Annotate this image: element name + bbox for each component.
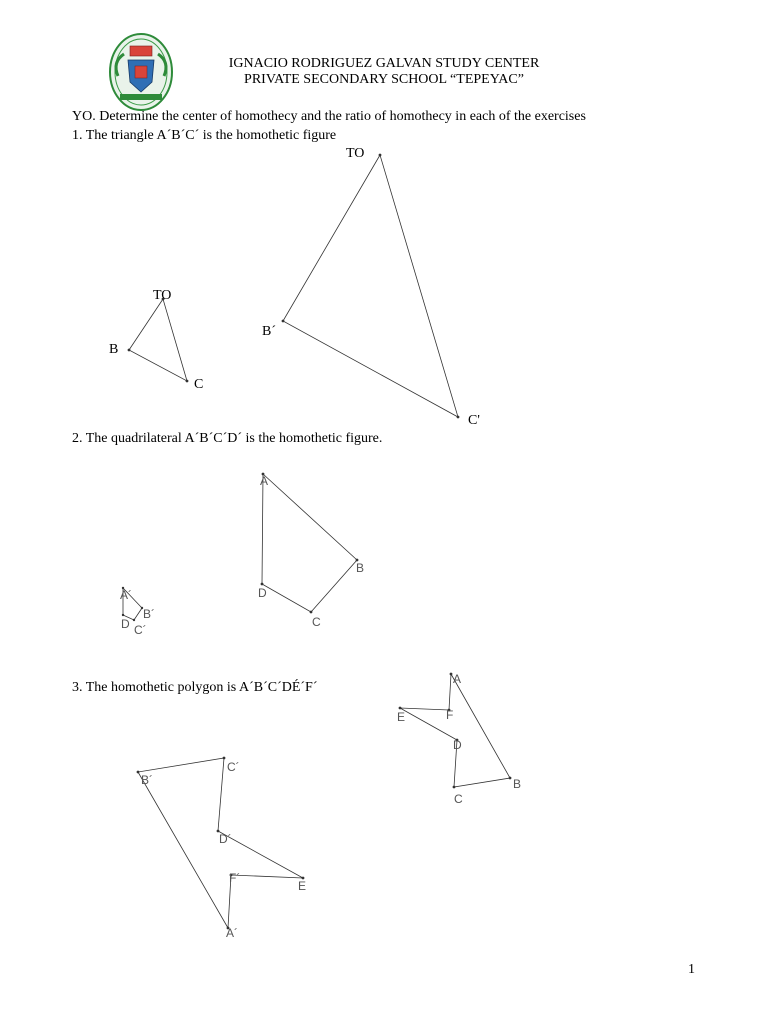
ex3-right-polygon — [400, 674, 510, 787]
school-subtitle: PRIVATE SECONDARY SCHOOL “TEPEYAC” — [244, 72, 524, 87]
ex1-big-triangle — [283, 155, 458, 417]
exercise2-prompt: 2. The quadrilateral A´B´C´D´ is the homothetic figure. — [72, 431, 383, 446]
ex1-label-big-a: TO — [346, 146, 365, 161]
ex1-label-big-b: B´ — [262, 324, 276, 339]
ex2-label-big-a: A — [260, 474, 269, 488]
ex2-label-big-c: C — [312, 615, 321, 629]
exercise1-prompt: 1. The triangle A´B´C´ is the homothetic figure — [72, 128, 337, 143]
ex3-label-right-a: A — [453, 672, 462, 686]
instructions: YO. Determine the center of homothecy and the ratio of homothecy in each of the exercises — [72, 109, 586, 124]
ex3-label-left-f: F´ — [229, 871, 241, 885]
ex2-label-small-b: B´ — [143, 607, 155, 621]
ex3-label-left-b: B´ — [141, 773, 153, 787]
ex3-label-right-f: F — [446, 708, 454, 722]
ex2-label-small-c: C´ — [134, 623, 147, 637]
ex1-label-small-c: C — [194, 377, 204, 392]
ex2-big-quadrilateral — [262, 474, 357, 612]
ex2-label-small-d: D — [121, 617, 130, 631]
ex3-label-left-e: E — [298, 879, 307, 893]
ex2-label-big-b: B — [356, 561, 365, 575]
ex1-label-small-a: TO — [153, 288, 172, 303]
ex3-label-right-c: C — [454, 792, 463, 806]
ex2-label-big-d: D — [258, 586, 267, 600]
ex1-small-triangle — [129, 299, 187, 381]
ex3-label-left-c: C´ — [227, 760, 240, 774]
ex1-label-big-c: C' — [468, 413, 480, 428]
ex3-label-right-e: E — [397, 710, 406, 724]
exercise3-prompt: 3. The homothetic polygon is A´B´C´DÉ´F´ — [72, 680, 318, 695]
ex3-label-right-d: D — [453, 738, 462, 752]
ex3-label-left-a: A´ — [226, 926, 238, 940]
school-name: IGNACIO RODRIGUEZ GALVAN STUDY CENTER — [228, 56, 540, 71]
page-number: 1 — [688, 962, 695, 977]
ex2-label-small-a: A´ — [120, 588, 132, 602]
ex3-label-right-b: B — [513, 777, 522, 791]
ex1-label-small-b: B — [109, 342, 119, 357]
ex3-label-left-d: D´ — [219, 832, 232, 846]
